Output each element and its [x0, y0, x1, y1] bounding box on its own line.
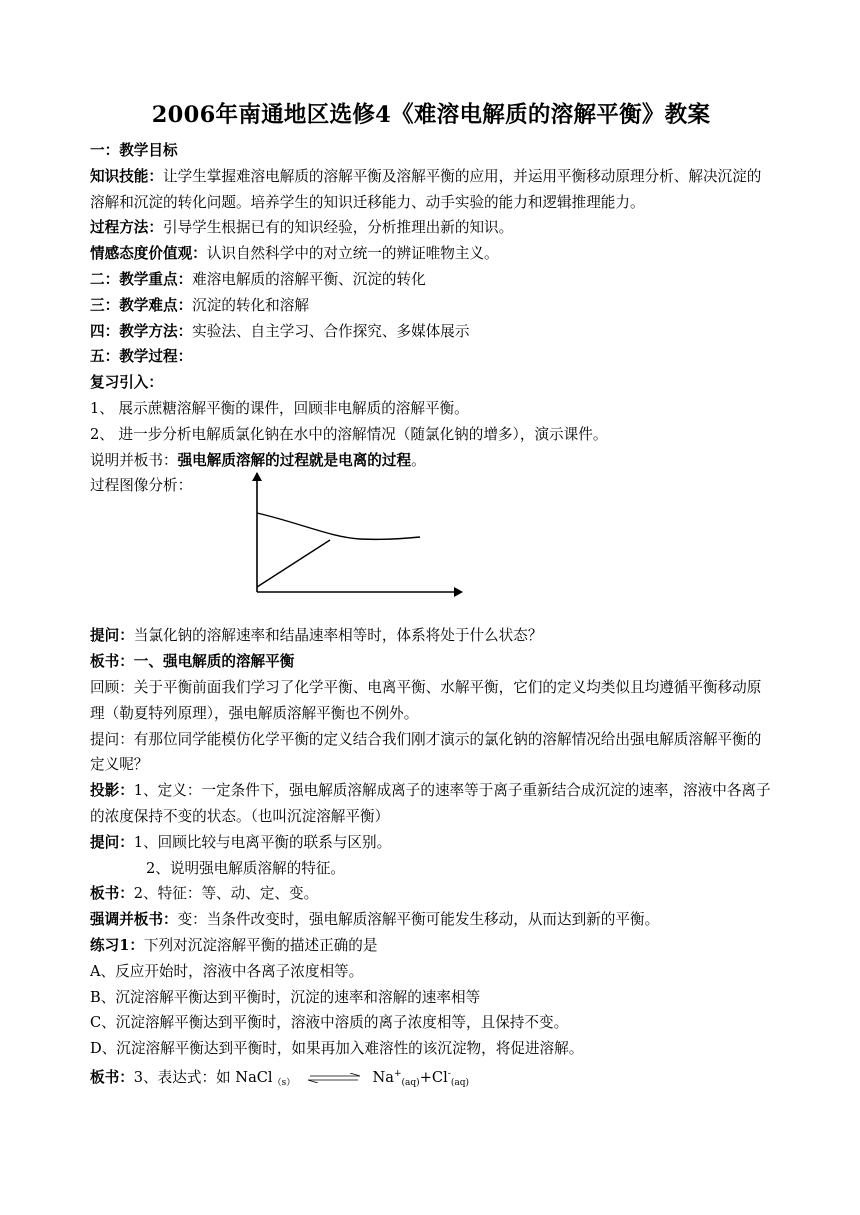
- equation: NaCl$_{(s)}$ $Na^+_{(aq)}+Cl^-_{(aq)}$: [235, 1068, 469, 1088]
- board-features: 板书：2、特征：等、动、定、变。: [90, 885, 319, 903]
- board-heading-1: 板书：一、强电解质的溶解平衡: [90, 653, 295, 671]
- board-expression: 板书：3、表达式：如 NaCl$_{(s)}$ $Na^+_{(aq)}+Cl^-_{(aq)}$: [90, 1068, 469, 1088]
- objective-process: 过程方法：引导学生根据已有的知识经验，分析推理出新的知识。: [90, 219, 514, 237]
- projection-definition: 投影：1、定义：一定条件下，强电解质溶解成离子的速率等于离子重新结合成沉淀的速率，溶液中各离子的浓度保持不变的状态。（也叫沉淀溶解平衡）: [90, 782, 771, 825]
- recall-text: 回顾：关于平衡前面我们学习了化学平衡、电离平衡、水解平衡，它们的定义均类似且均遵循平衡移动原理（勒夏特列原理），强电解质溶解平衡也不例外。: [90, 678, 762, 722]
- section-difficulties: 三：教学难点：沉淀的转化和溶解: [90, 296, 309, 314]
- question-3: 提问：1、回顾比较与电离平衡的联系与区别。: [90, 833, 392, 851]
- review-item-1: 1、 展示蔗糖溶解平衡的课件，回顾非电解质的溶解平衡。: [90, 399, 469, 417]
- option-a: A、反应开始时，溶液中各离子浓度相等。: [90, 962, 364, 980]
- review-heading: 复习引入：: [90, 374, 163, 392]
- question-1: 提问：当氯化钠的溶解速率和结晶速率相等时，体系将处于什么状态？: [90, 627, 543, 645]
- equilibrium-arrow-icon: [306, 1073, 362, 1083]
- page-title: 2006年南通地区选修4《难溶电解质的溶解平衡》教案: [151, 102, 711, 128]
- dissolution-rate-curve: [257, 513, 420, 539]
- objective-knowledge: 知识技能：让学生掌握难溶电解质的溶解平衡及溶解平衡的应用，并运用平衡移动原理分析、解决沉淀的溶解和沉淀的转化问题。培养学生的知识迁移能力、动手实验的能力和逻辑推理能力。: [90, 167, 762, 211]
- option-c: C、沉淀溶解平衡达到平衡时，溶液中溶质的离子浓度相等，且保持不变。: [90, 1014, 569, 1032]
- section-key-points: 二：教学重点：难溶电解质的溶解平衡、沉淀的转化: [90, 270, 426, 288]
- document-page: [90, 100, 772, 1097]
- process-figure: [90, 473, 772, 623]
- rate-curve-diagram: [240, 467, 470, 599]
- figure-label: 过程图像分析：: [90, 477, 193, 495]
- review-item-2: 2、 进一步分析电解质氯化钠在水中的溶解情况（随氯化钠的增多），演示课件。: [90, 425, 608, 443]
- option-b: B、沉淀溶解平衡达到平衡时，沉淀的速率和溶解的速率相等: [90, 988, 481, 1006]
- section-objectives: 一：教学目标: [90, 142, 178, 159]
- question-2: 提问：有那位同学能模仿化学平衡的定义结合我们刚才演示的氯化钠的溶解情况给出强电解质溶解平衡的定义呢？: [90, 730, 762, 774]
- objective-emotion: 情感态度价值观：认识自然科学中的对立统一的辨证唯物主义。: [90, 245, 499, 263]
- emphasis-statement: 强调并板书：变：当条件改变时，强电解质溶解平衡可能发生移动，从而达到新的平衡。: [90, 911, 660, 929]
- option-d: D、沉淀溶解平衡达到平衡时，如果再加入难溶性的该沉淀物，将促进溶解。: [90, 1040, 584, 1058]
- crystallization-rate-line: [257, 540, 330, 587]
- section-process: 五：教学过程：: [90, 348, 193, 366]
- section-methods: 四：教学方法：实验法、自主学习、合作探究、多媒体展示: [90, 322, 470, 340]
- board-statement: 说明并板书：强电解质溶解的过程就是电离的过程。: [90, 451, 426, 469]
- question-3-item-2: 2、说明强电解质溶解的特征。: [146, 859, 346, 877]
- exercise-1: 练习1：下列对沉淀溶解平衡的描述正确的是: [90, 936, 378, 954]
